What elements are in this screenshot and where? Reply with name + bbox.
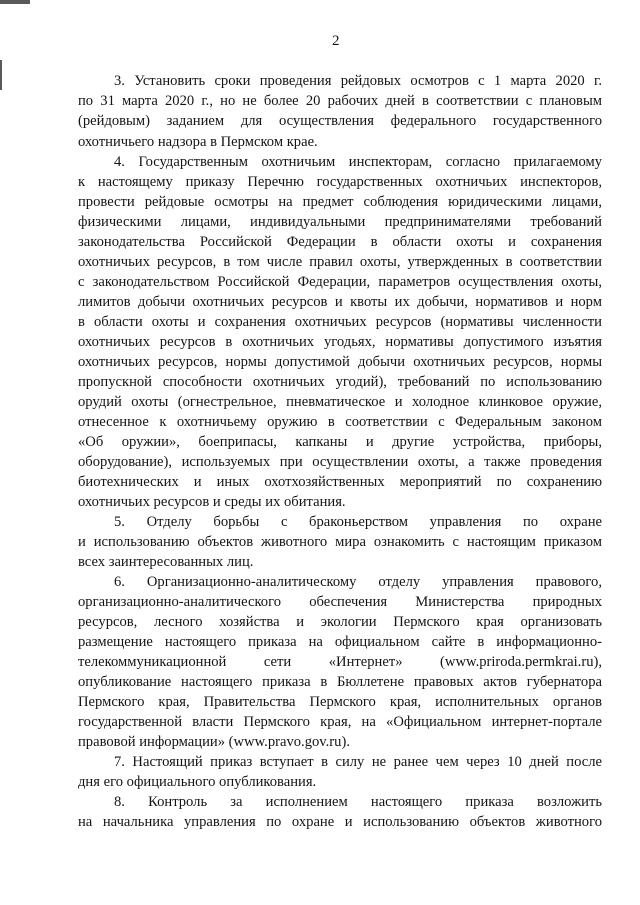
text-line: 8. Контроль за исполнением настоящего приказа возложить (114, 794, 602, 810)
page-number: 2 (332, 33, 340, 49)
text-line: провести рейдовые осмотры на предмет соблюдения юридическими лицами, (78, 194, 602, 210)
text-line: отнесенное к охотничьему оружию в соответствии с Федеральным законом (78, 414, 602, 430)
text-line: по 31 марта 2020 г., но не более 20 рабочих дней в соответствии с плановым (78, 93, 602, 109)
scan-artifact-top (0, 0, 30, 4)
text-line: к настоящему приказу Перечню государственных охотничьих инспекторов, (78, 174, 602, 190)
text-line: охотничьих ресурсов, в том числе правил охоты, утвержденных в соответствии (78, 254, 602, 270)
text-line: дня его официального опубликования. (78, 774, 317, 790)
text-line: лимитов добычи охотничьих ресурсов и квоты их добычи, нормативов и норм (78, 294, 602, 310)
text-line: 5. Отделу борьбы с браконьерством управления по охране (114, 514, 602, 530)
text-line: всех заинтересованных лиц. (78, 554, 254, 570)
text-line: ресурсов, лесного хозяйства и экологии Пермского края организовать (78, 614, 602, 630)
text-line: пропускной способности охотничьих угодий), требований по использованию (78, 374, 602, 390)
text-line: Пермского края, Правительства Пермского края, исполнительных органов (78, 694, 602, 710)
text-line: оборудование), используемых при осуществлении охоты, а также проведения (78, 454, 602, 470)
text-line: 3. Установить сроки проведения рейдовых осмотров с 1 марта 2020 г. (114, 73, 602, 89)
text-line: опубликование настоящего приказа в Бюллетене правовых актов губернатора (78, 674, 602, 690)
text-line: телекоммуникационной сети «Интернет» (www.priroda.permkrai.ru), (78, 654, 602, 670)
text-line: охотничьих ресурсов в охотничьих угодьях, нормативы допустимого изъятия (78, 334, 602, 350)
text-line: 7. Настоящий приказ вступает в силу не ранее чем через 10 дней после (114, 754, 602, 770)
text-line: и использованию объектов животного мира ознакомить с настоящим приказом (78, 534, 602, 550)
text-line: на начальника управления по охране и использованию объектов животного (78, 814, 602, 830)
text-line: охотничьего надзора в Пермском крае. (78, 134, 318, 150)
text-line: охотничьих ресурсов и среды их обитания. (78, 494, 346, 510)
text-line: «Об оружии», боеприпасы, капканы и другие устройства, приборы, (78, 434, 602, 450)
text-line: с законодательством Российской Федерации, параметров осуществления охоты, (78, 274, 602, 290)
text-line: 4. Государственным охотничьим инспекторам, согласно прилагаемому (114, 154, 602, 170)
text-line: физическими лицами, индивидуальными предпринимателями требований (78, 214, 602, 230)
text-line: (рейдовым) заданием для осуществления федерального государственного (78, 113, 602, 129)
text-line: правовой информации» (www.pravo.gov.ru). (78, 734, 350, 750)
text-line: размещение настоящего приказа на официальном сайте в информационно- (78, 634, 602, 650)
text-line: биотехнических и иных охотхозяйственных мероприятий по сохранению (78, 474, 602, 490)
text-line: законодательства Российской Федерации в области охоты и сохранения (78, 234, 602, 250)
text-line: охотничьих ресурсов, нормы допустимой добычи охотничьих ресурсов, нормы (78, 354, 602, 370)
scan-artifact-left (0, 60, 2, 90)
text-line: организационно-аналитического обеспечения Министерства природных (78, 594, 602, 610)
text-line: в области охоты и сохранения охотничьих ресурсов (нормативы численности (78, 314, 602, 330)
text-line: орудий охоты (огнестрельное, пневматическое и холодное клинковое оружие, (78, 394, 602, 410)
text-line: 6. Организационно-аналитическому отделу управления правового, (114, 574, 602, 590)
text-line: государственной власти Пермского края, на «Официальном интернет-портале (78, 714, 602, 730)
